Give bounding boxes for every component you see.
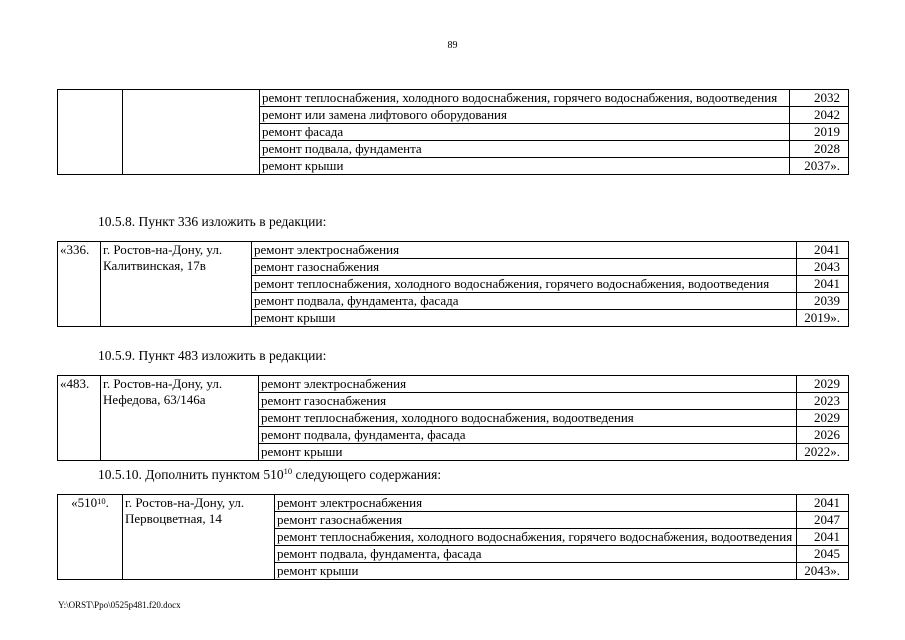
work-cell: ремонт крыши <box>260 158 790 175</box>
year-cell: 2041 <box>797 495 849 512</box>
work-cell: ремонт газоснабжения <box>259 393 797 410</box>
year-cell: 2026 <box>797 427 849 444</box>
table-row <box>58 242 849 259</box>
year-cell: 2028 <box>790 141 849 158</box>
year-cell: 2047 <box>797 512 849 529</box>
heading-superscript: 10 <box>283 466 293 476</box>
item-number-suffix: . <box>105 495 109 510</box>
year-cell: 2042 <box>790 107 849 124</box>
section-heading-483: 10.5.9. Пункт 483 изложить в редакции: <box>98 348 327 363</box>
table-row <box>58 376 849 393</box>
work-cell: ремонт подвала, фундамента, фасада <box>252 293 797 310</box>
work-cell: ремонт газоснабжения <box>252 259 797 276</box>
year-cell: 2041 <box>797 242 849 259</box>
work-cell: ремонт теплоснабжения, холодного водоснабжения, горячего водоснабжения, водоотведения <box>252 276 797 293</box>
year-cell: 2029 <box>797 410 849 427</box>
work-cell: ремонт фасада <box>260 124 790 141</box>
work-cell: ремонт теплоснабжения, холодного водоснабжения, водоотведения <box>259 410 797 427</box>
work-cell: ремонт электроснабжения <box>259 376 797 393</box>
work-cell: ремонт подвала, фундамента, фасада <box>275 546 797 563</box>
item-number-superscript: 10 <box>97 496 106 506</box>
table-row <box>58 90 849 107</box>
year-cell: 2041 <box>797 529 849 546</box>
work-cell: ремонт крыши <box>275 563 797 580</box>
work-cell: ремонт электроснабжения <box>275 495 797 512</box>
work-cell: ремонт крыши <box>259 444 797 461</box>
year-cell: 2023 <box>797 393 849 410</box>
work-cell: ремонт теплоснабжения, холодного водоснабжения, горячего водоснабжения, водоотведения <box>275 529 797 546</box>
work-cell: ремонт или замена лифтового оборудования <box>260 107 790 124</box>
section-heading-336: 10.5.8. Пункт 336 изложить в редакции: <box>98 214 327 229</box>
address-cell <box>123 90 260 175</box>
table-continuation <box>57 89 849 175</box>
heading-text: 10.5.10. Дополнить пунктом 510 <box>98 467 284 482</box>
page-number: 89 <box>447 40 458 51</box>
work-cell: ремонт крыши <box>252 310 797 327</box>
item-number <box>58 495 123 580</box>
section-heading-510 <box>98 466 441 483</box>
address: г. Ростов-на-Дону, ул. Калитвинская, 17в <box>101 242 252 327</box>
work-cell: ремонт подвала, фундамента <box>260 141 790 158</box>
year-cell: 2037». <box>790 158 849 175</box>
item-number-prefix: «510 <box>71 495 98 510</box>
table-item-336 <box>57 241 849 327</box>
year-cell: 2045 <box>797 546 849 563</box>
work-cell: ремонт теплоснабжения, холодного водоснабжения, горячего водоснабжения, водоотведения <box>260 90 790 107</box>
heading-text-tail: следующего содержания: <box>292 467 442 482</box>
work-cell: ремонт подвала, фундамента, фасада <box>259 427 797 444</box>
num-cell <box>58 90 123 175</box>
address: г. Ростов-на-Дону, ул. Нефедова, 63/146а <box>101 376 259 461</box>
year-cell: 2043». <box>797 563 849 580</box>
year-cell: 2029 <box>797 376 849 393</box>
year-cell: 2041 <box>797 276 849 293</box>
table-row <box>58 495 849 512</box>
item-number: «483. <box>58 376 101 461</box>
address: г. Ростов-на-Дону, ул. Первоцветная, 14 <box>123 495 275 580</box>
table-item-510 <box>57 494 849 580</box>
work-cell: ремонт газоснабжения <box>275 512 797 529</box>
year-cell: 2043 <box>797 259 849 276</box>
item-number: «336. <box>58 242 101 327</box>
year-cell: 2032 <box>790 90 849 107</box>
work-cell: ремонт электроснабжения <box>252 242 797 259</box>
table-item-483 <box>57 375 849 461</box>
year-cell: 2019 <box>790 124 849 141</box>
year-cell: 2019». <box>797 310 849 327</box>
file-path-footer: Y:\ORST\Ppo\0525p481.f20.docx <box>58 600 181 610</box>
year-cell: 2039 <box>797 293 849 310</box>
year-cell: 2022». <box>797 444 849 461</box>
